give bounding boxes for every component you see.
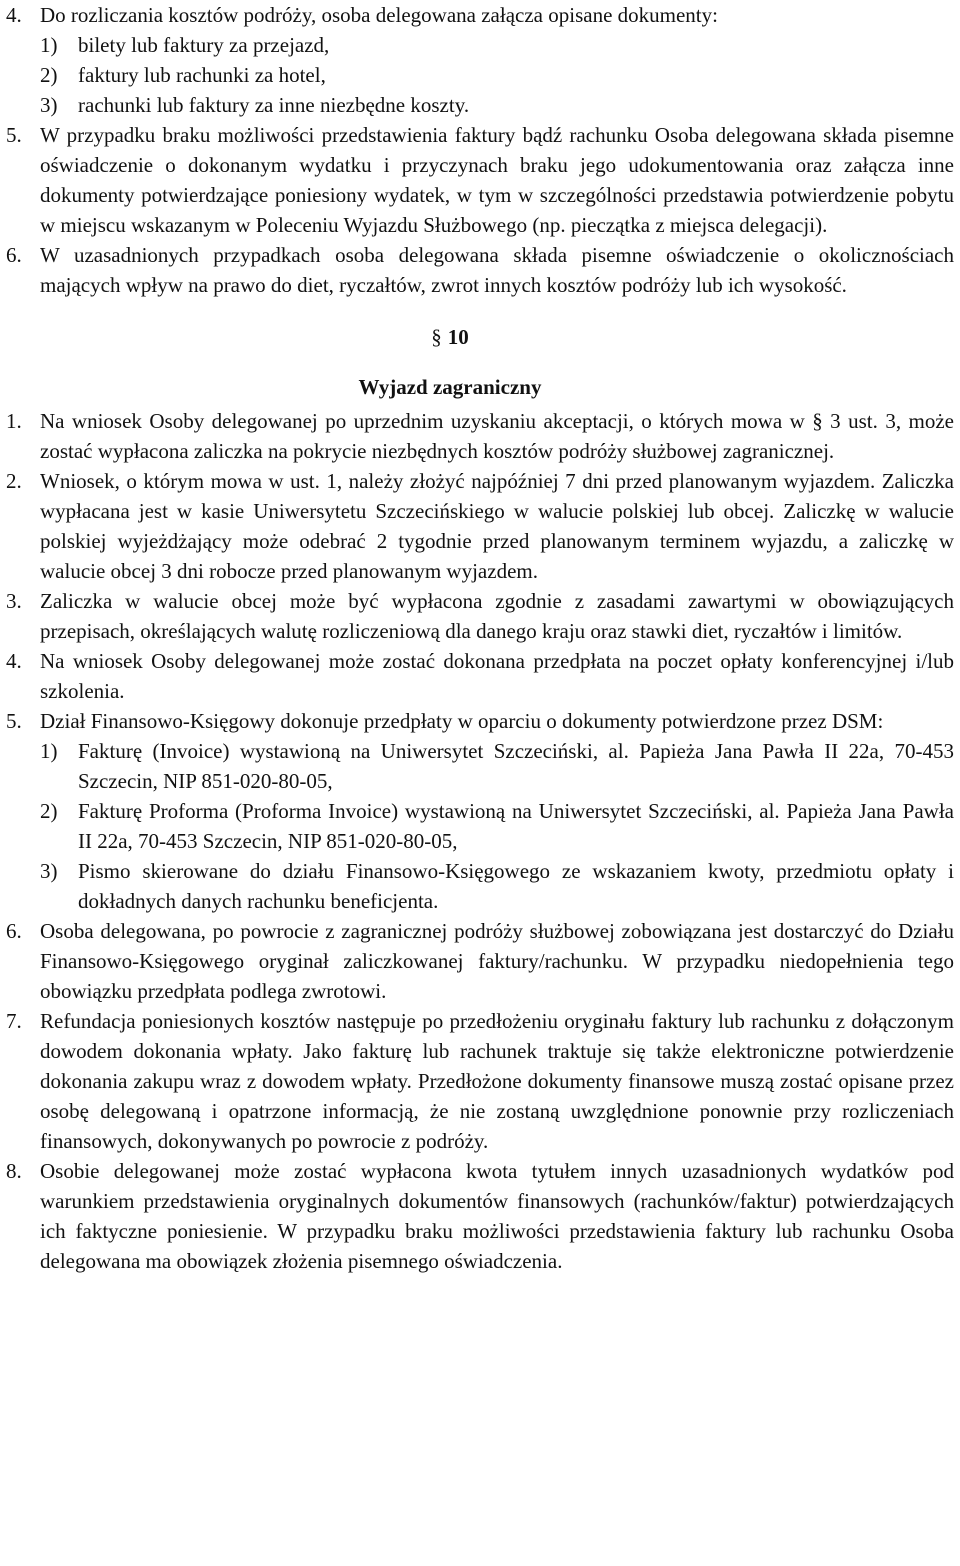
item-number: 2. bbox=[6, 469, 22, 493]
item-text: Zaliczka w walucie obcej może być wypłacona zgodnie z zasadami zawartymi w obowiązujących przepisach, określających walutę rozliczeniową dla danego kraju oraz stawki diet, ryczałtów i limitów. bbox=[40, 589, 954, 643]
list-item bbox=[6, 0, 954, 30]
section-title: Wyjazd zagraniczny bbox=[358, 375, 542, 399]
item-text: Osobie delegowanej może zostać wypłacona kwota tytułem innych uzasadnionych wydatków pod warunkiem przedstawienia oryginalnych dokumentów finansowych (rachunków/faktur) potwierdzających ich faktyczne poniesienie. W przypadku braku możliwości przedstawienia faktury lub rachunku Osoba delegowana ma obowiązek złożenia pisemnego oświadczenia. bbox=[40, 1159, 954, 1273]
sub-item-number: 1) bbox=[40, 739, 58, 763]
section-number-value: 10 bbox=[447, 325, 469, 349]
item-number: 6. bbox=[6, 243, 22, 267]
sub-item-text: bilety lub faktury za przejazd, bbox=[78, 33, 330, 57]
sub-item-text: faktury lub rachunki za hotel, bbox=[78, 63, 326, 87]
item-text: Dział Finansowo-Księgowy dokonuje przedpłaty w oparciu o dokumenty potwierdzone przez DSM: bbox=[40, 709, 884, 733]
sub-item-number: 3) bbox=[40, 93, 58, 117]
sub-item-number: 3) bbox=[40, 859, 58, 883]
sub-list-item bbox=[6, 856, 954, 916]
list-item bbox=[6, 466, 954, 586]
section-sign: § bbox=[431, 325, 442, 349]
item-text: W przypadku braku możliwości przedstawienia faktury bądź rachunku Osoba delegowana składa pisemne oświadczenie o dokonanym wydatku i przyczynach braku jego udokumentowania oraz załącza inne dokumenty potwierdzające poniesiony wydatek, w tym w szczególności przedstawia potwierdzenie pobytu w miejscu wskazanym w Poleceniu Wyjazdu Służbowego (np. pieczątka z miejsca delegacji). bbox=[40, 123, 954, 237]
sub-list-item bbox=[6, 30, 954, 60]
sub-item-number: 2) bbox=[40, 63, 58, 87]
sub-item-text: rachunki lub faktury za inne niezbędne koszty. bbox=[78, 93, 470, 117]
item-number: 1. bbox=[6, 409, 22, 433]
item-number: 4. bbox=[6, 3, 22, 27]
item-number: 3. bbox=[6, 589, 22, 613]
item-text: Osoba delegowana, po powrocie z zagranicznej podróży służbowej zobowiązana jest dostarczyć do Działu Finansowo-Księgowego oryginał zaliczkowanej faktury/rachunku. W przypadku niedopełnienia tego obowiązku przedpłata podlega zwrotowi. bbox=[40, 919, 954, 1003]
list-item bbox=[6, 1156, 954, 1276]
item-number: 5. bbox=[6, 123, 22, 147]
section-number bbox=[6, 322, 954, 352]
list-item bbox=[6, 240, 954, 300]
previous-section-continuation bbox=[6, 0, 954, 300]
list-item bbox=[6, 916, 954, 1006]
list-item bbox=[6, 646, 954, 706]
list-item bbox=[6, 120, 954, 240]
item-number: 5. bbox=[6, 709, 22, 733]
sub-item-number: 2) bbox=[40, 799, 58, 823]
sub-list-item bbox=[6, 60, 954, 90]
item-text: W uzasadnionych przypadkach osoba delegowana składa pisemne oświadczenie o okolicznościach mających wpływ na prawo do diet, ryczałtów, zwrot innych kosztów podróży lub ich wysokość. bbox=[40, 243, 954, 297]
sub-item-number: 1) bbox=[40, 33, 58, 57]
sub-list-item bbox=[6, 736, 954, 796]
item-text: Na wniosek Osoby delegowanej po uprzednim uzyskaniu akceptacji, o których mowa w § 3 ust. 3, może zostać wypłacona zaliczka na pokrycie niezbędnych kosztów podróży służbowej zagranicznej. bbox=[40, 409, 954, 463]
list-item bbox=[6, 1006, 954, 1156]
sub-list-item bbox=[6, 796, 954, 856]
item-number: 8. bbox=[6, 1159, 22, 1183]
item-text: Refundacja poniesionych kosztów następuje po przedłożeniu oryginału faktury lub rachunku z dołączonym dowodem dokonania wpłaty. Jako fakturę lub rachunek traktuje się także elektroniczne potwierdzenie dokonania zakupu wraz z dowodem wpłaty. Przedłożone dokumenty finansowe muszą zostać opisane przez osobę delegowaną i opatrzone informacją, że nie zostaną uwzględnione ponownie przy rozliczeniach finansowych, dokonywanych po powrocie z podróży. bbox=[40, 1009, 954, 1153]
item-number: 4. bbox=[6, 649, 22, 673]
sub-item-text: Fakturę (Invoice) wystawioną na Uniwersytet Szczeciński, al. Papieża Jana Pawła II 22a, 70-453 Szczecin, NIP 851-020-80-05, bbox=[78, 739, 954, 793]
sub-list-item bbox=[6, 90, 954, 120]
item-number: 7. bbox=[6, 1009, 22, 1033]
item-text: Wniosek, o którym mowa w ust. 1, należy złożyć najpóźniej 7 dni przed planowanym wyjazdem. Zaliczka wypłacana jest w kasie Uniwersytetu Szczecińskiego w walucie polskiej lub obcej. Zaliczkę w walucie polskiej wyjeżdżający może odebrać 2 tygodnie przed planowanym terminem wyjazdu, a zaliczkę w walucie obcej 3 dni robocze przed planowanym wyjazdem. bbox=[40, 469, 954, 583]
sub-item-text: Fakturę Proforma (Proforma Invoice) wystawioną na Uniwersytet Szczeciński, al. Papieża Jana Pawła II 22a, 70-453 Szczecin, NIP 851-020-80-05, bbox=[78, 799, 954, 853]
item-text: Do rozliczania kosztów podróży, osoba delegowana załącza opisane dokumenty: bbox=[40, 3, 718, 27]
sub-item-text: Pismo skierowane do działu Finansowo-Księgowego ze wskazaniem kwoty, przedmiotu opłaty i dokładnych danych rachunku beneficjenta. bbox=[78, 859, 954, 913]
list-item bbox=[6, 706, 954, 736]
list-item bbox=[6, 406, 954, 466]
item-text: Na wniosek Osoby delegowanej może zostać dokonana przedpłata na poczet opłaty konferencyjnej i/lub szkolenia. bbox=[40, 649, 954, 703]
list-item bbox=[6, 586, 954, 646]
item-number: 6. bbox=[6, 919, 22, 943]
